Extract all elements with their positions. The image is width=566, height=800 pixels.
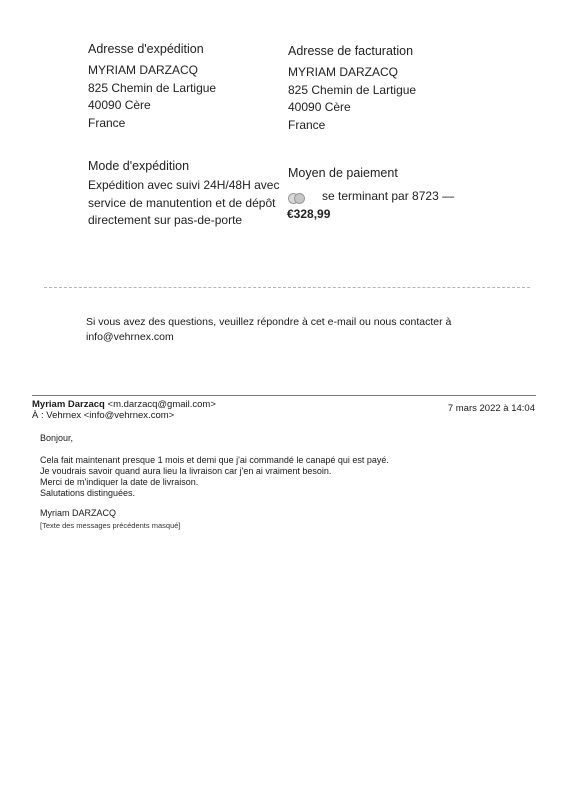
shipping-address-country: France — [88, 115, 126, 130]
contact-note — [86, 315, 506, 345]
email-header-rule — [32, 395, 536, 396]
email-body-line-4: Salutations distinguées. — [40, 488, 136, 498]
contact-note-line-1: Si vous avez des questions, veuillez répondre à cet e-mail ou nous contacter à — [86, 316, 452, 328]
shipping-address-street: 825 Chemin de Lartigue — [88, 80, 217, 95]
email-greeting: Bonjour, — [40, 433, 74, 443]
billing-address-city: 40090 Cère — [288, 100, 351, 114]
contact-email-link[interactable]: info@vehrnex.com — [86, 331, 174, 343]
shipping-address-block — [88, 42, 216, 132]
email-body-line-1: Cela fait maintenant presque 1 mois et demi que j'ai commandé le canapé qui est payé. — [40, 455, 389, 465]
billing-address-country: France — [288, 117, 326, 132]
payment-card-line — [288, 188, 454, 206]
email-body-line-2: Je voudrais savoir quand aura lieu la livraison car j'en ai vraiment besoin. — [40, 466, 332, 476]
shipping-method-block — [88, 159, 279, 230]
payment-block — [288, 166, 454, 223]
email-quoted-toggle[interactable]: [Texte des messages précédents masqué] — [40, 521, 181, 530]
dashed-divider — [44, 287, 530, 288]
email-from-line — [32, 399, 216, 411]
email-body-line-3: Merci de m'indiquer la date de livraison. — [40, 477, 199, 487]
shipping-method-line-1: Expédition avec suivi 24H/48H avec — [88, 178, 280, 192]
shipping-method-line-2: service de manutention et de dépôt — [88, 195, 276, 210]
credit-card-icon — [288, 192, 304, 202]
email-date: 7 mars 2022 à 14:04 — [447, 403, 535, 414]
billing-address-name: MYRIAM DARZACQ — [288, 65, 399, 79]
payment-amount: €328,99 — [287, 206, 331, 221]
shipping-address-name: MYRIAM DARZACQ — [88, 63, 199, 77]
shipping-method-label: Mode d'expédition — [88, 159, 190, 173]
payment-card-text: se terminant par 8723 — — [322, 189, 455, 203]
billing-address-label: Adresse de facturation — [288, 44, 414, 58]
email-to-line: À : Vehrnex <info@vehrnex.com> — [32, 410, 175, 421]
shipping-method-line-3: directement sur pas-de-porte — [88, 213, 243, 227]
billing-address-block — [288, 44, 416, 134]
email-sender-name: Myriam Darzacq — [32, 399, 105, 410]
email-sender-address[interactable]: <m.darzacq@gmail.com> — [107, 399, 216, 410]
email-body — [40, 455, 389, 499]
email-signature: Myriam DARZACQ — [40, 508, 116, 518]
payment-label: Moyen de paiement — [288, 166, 398, 180]
shipping-address-label: Adresse d'expédition — [88, 42, 204, 56]
shipping-address-city: 40090 Cère — [88, 98, 151, 112]
billing-address-street: 825 Chemin de Lartigue — [288, 82, 417, 97]
